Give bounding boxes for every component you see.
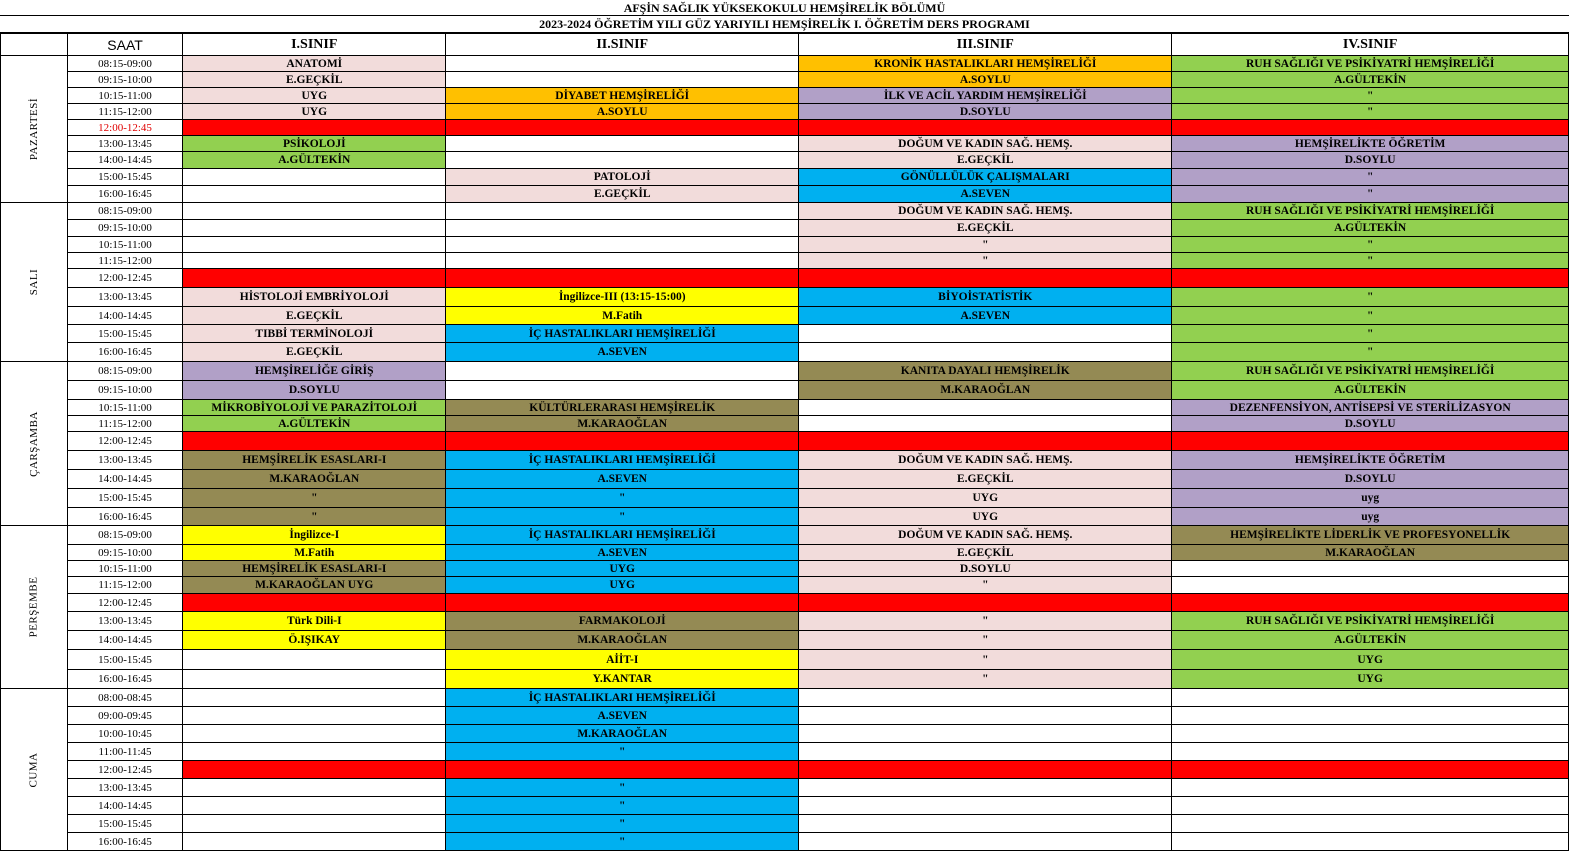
course-cell: ": [446, 743, 799, 761]
time-slot: 08:15-09:00: [67, 526, 183, 545]
time-slot: 16:00-16:45: [67, 343, 183, 362]
schedule-row: [1, 169, 1569, 186]
course-cell: ": [446, 779, 799, 797]
time-slot: 09:00-09:45: [67, 707, 183, 725]
time-slot: 09:15-10:00: [67, 381, 183, 400]
course-cell: HİSTOLOJİ EMBRİYOLOJİ: [183, 288, 446, 307]
time-slot: 12:00-12:45: [67, 269, 183, 288]
course-cell: A.GÜLTEKİN: [183, 152, 446, 169]
course-cell: [1172, 120, 1569, 136]
course-cell: ": [446, 797, 799, 815]
course-cell: UYG: [1172, 650, 1569, 670]
course-cell: [799, 743, 1172, 761]
schedule-row: [1, 815, 1569, 833]
course-cell: [799, 797, 1172, 815]
column-header-class-4: IV.SINIF: [1172, 34, 1569, 56]
schedule-row: [1, 508, 1569, 526]
course-cell: A.SEVEN: [446, 470, 799, 489]
time-slot: 11:15-12:00: [67, 416, 183, 432]
course-cell: ": [1172, 186, 1569, 203]
course-cell: [799, 707, 1172, 725]
schedule-row: [1, 526, 1569, 545]
course-cell: [446, 56, 799, 72]
course-cell: [799, 725, 1172, 743]
course-cell: [446, 381, 799, 400]
course-cell: M.Fatih: [183, 545, 446, 561]
schedule-row: [1, 432, 1569, 451]
schedule-row: [1, 725, 1569, 743]
schedule-table: [0, 33, 1569, 851]
course-cell: ": [1172, 169, 1569, 186]
time-slot: 15:00-15:45: [67, 489, 183, 508]
schedule-row: [1, 470, 1569, 489]
course-cell: E.GEÇKİL: [183, 343, 446, 362]
time-slot: 09:15-10:00: [67, 72, 183, 88]
course-cell: [446, 136, 799, 152]
course-cell: [183, 707, 446, 725]
time-slot: 11:00-11:45: [67, 743, 183, 761]
course-cell: ": [1172, 307, 1569, 325]
schedule-row: [1, 136, 1569, 152]
course-cell: [1172, 269, 1569, 288]
time-slot: 08:15-09:00: [67, 203, 183, 220]
course-cell: UYG: [799, 489, 1172, 508]
schedule-row: [1, 88, 1569, 104]
course-cell: [446, 152, 799, 169]
schedule-body: [1, 56, 1569, 851]
schedule-row: [1, 545, 1569, 561]
course-cell: İngilizce-III (13:15-15:00): [446, 288, 799, 307]
course-cell: [1172, 432, 1569, 451]
schedule-row: [1, 489, 1569, 508]
schedule-row: [1, 186, 1569, 203]
course-cell: İÇ HASTALIKLARI HEMŞİRELİĞİ: [446, 526, 799, 545]
course-cell: M.KARAOĞLAN: [446, 416, 799, 432]
schedule-row: [1, 104, 1569, 120]
course-cell: RUH SAĞLIĞI VE PSİKİYATRİ HEMŞİRELİĞİ: [1172, 612, 1569, 631]
course-cell: DOĞUM VE KADIN SAĞ. HEMŞ.: [799, 526, 1172, 545]
course-cell: [183, 670, 446, 689]
course-cell: HEMŞİRELİKTE LİDERLİK VE PROFESYONELLİK: [1172, 526, 1569, 545]
course-cell: Türk Dili-I: [183, 612, 446, 631]
course-cell: MİKROBİYOLOJİ VE PARAZİTOLOJİ: [183, 400, 446, 416]
course-cell: UYG: [183, 104, 446, 120]
course-cell: E.GEÇKİL: [183, 307, 446, 325]
course-cell: İÇ HASTALIKLARI HEMŞİRELİĞİ: [446, 689, 799, 707]
course-cell: ": [1172, 104, 1569, 120]
course-cell: [799, 343, 1172, 362]
course-cell: [799, 594, 1172, 612]
schedule-row: [1, 56, 1569, 72]
course-cell: [183, 203, 446, 220]
time-slot: 13:00-13:45: [67, 288, 183, 307]
course-cell: İÇ HASTALIKLARI HEMŞİRELİĞİ: [446, 325, 799, 343]
course-cell: [183, 761, 446, 779]
course-cell: D.SOYLU: [1172, 470, 1569, 489]
course-cell: D.SOYLU: [183, 381, 446, 400]
course-cell: KRONİK HASTALIKLARI HEMŞİRELİĞİ: [799, 56, 1172, 72]
time-slot: 10:15-11:00: [67, 237, 183, 253]
course-cell: A.GÜLTEKİN: [1172, 72, 1569, 88]
course-cell: ": [799, 253, 1172, 269]
course-cell: [799, 761, 1172, 779]
schedule-row: [1, 670, 1569, 689]
course-cell: [183, 253, 446, 269]
course-cell: A.GÜLTEKİN: [183, 416, 446, 432]
day-label: [1, 56, 68, 203]
course-cell: ": [183, 508, 446, 526]
day-column-header: [1, 34, 68, 56]
course-cell: M.KARAOĞLAN: [183, 470, 446, 489]
course-cell: RUH SAĞLIĞI VE PSİKİYATRİ HEMŞİRELİĞİ: [1172, 362, 1569, 381]
schedule-row: [1, 650, 1569, 670]
column-header-class-1: I.SINIF: [183, 34, 446, 56]
schedule-row: [1, 689, 1569, 707]
time-slot: 15:00-15:45: [67, 169, 183, 186]
schedule-row: [1, 120, 1569, 136]
course-cell: HEMŞİRELİK ESASLARI-I: [183, 561, 446, 577]
course-cell: [446, 362, 799, 381]
time-slot: 16:00-16:45: [67, 833, 183, 851]
schedule-row: [1, 561, 1569, 577]
course-cell: [1172, 833, 1569, 851]
course-cell: [183, 432, 446, 451]
course-cell: ": [1172, 343, 1569, 362]
course-cell: ": [799, 612, 1172, 631]
course-cell: [183, 833, 446, 851]
column-header-class-2: II.SINIF: [446, 34, 799, 56]
time-slot: 08:00-08:45: [67, 689, 183, 707]
schedule-row: [1, 362, 1569, 381]
time-slot: 12:00-12:45: [67, 594, 183, 612]
course-cell: ": [799, 631, 1172, 650]
course-cell: A.SEVEN: [446, 545, 799, 561]
course-cell: DEZENFENSİYON, ANTİSEPSİ VE STERİLİZASYON: [1172, 400, 1569, 416]
course-cell: ": [799, 650, 1172, 670]
time-slot: 15:00-15:45: [67, 650, 183, 670]
schedule-row: [1, 612, 1569, 631]
course-cell: uyg: [1172, 508, 1569, 526]
course-cell: A.SEVEN: [799, 307, 1172, 325]
schedule-row: [1, 833, 1569, 851]
course-cell: [1172, 594, 1569, 612]
course-cell: [183, 220, 446, 237]
day-label: [1, 689, 68, 851]
course-cell: [183, 269, 446, 288]
course-cell: HEMŞİRELİK ESASLARI-I: [183, 451, 446, 470]
time-slot: 14:00-14:45: [67, 307, 183, 325]
course-cell: [183, 186, 446, 203]
course-cell: [1172, 561, 1569, 577]
course-cell: RUH SAĞLIĞI VE PSİKİYATRİ HEMŞİRELİĞİ: [1172, 203, 1569, 220]
course-cell: [183, 815, 446, 833]
schedule-row: [1, 707, 1569, 725]
course-cell: [799, 432, 1172, 451]
time-slot: 13:00-13:45: [67, 451, 183, 470]
day-label-text: SALI: [27, 268, 40, 296]
course-cell: [446, 253, 799, 269]
course-cell: [183, 689, 446, 707]
schedule-row: [1, 325, 1569, 343]
course-cell: HEMŞİRELİKTE ÖĞRETİM: [1172, 451, 1569, 470]
schedule-row: [1, 761, 1569, 779]
page-subtitle: 2023-2024 ÖĞRETİM YILI GÜZ YARIYILI HEMŞİRELİK I. ÖĞRETİM DERS PROGRAMI: [0, 16, 1569, 33]
course-cell: [1172, 815, 1569, 833]
course-cell: UYG: [446, 577, 799, 594]
course-cell: [799, 120, 1172, 136]
course-cell: [183, 169, 446, 186]
time-slot: 10:00-10:45: [67, 725, 183, 743]
course-cell: A.GÜLTEKİN: [1172, 220, 1569, 237]
schedule-row: [1, 307, 1569, 325]
schedule-row: [1, 381, 1569, 400]
course-cell: M.KARAOĞLAN UYG: [183, 577, 446, 594]
course-cell: E.GEÇKİL: [183, 72, 446, 88]
course-cell: [799, 833, 1172, 851]
time-slot: 14:00-14:45: [67, 152, 183, 169]
course-cell: [1172, 779, 1569, 797]
course-cell: UYG: [183, 88, 446, 104]
course-cell: HEMŞİRELİĞE GİRİŞ: [183, 362, 446, 381]
time-slot: 11:15-12:00: [67, 104, 183, 120]
course-cell: PSİKOLOJİ: [183, 136, 446, 152]
schedule-row: [1, 343, 1569, 362]
course-cell: M.KARAOĞLAN: [1172, 545, 1569, 561]
course-cell: [799, 779, 1172, 797]
course-cell: ANATOMİ: [183, 56, 446, 72]
time-slot: 09:15-10:00: [67, 220, 183, 237]
course-cell: UYG: [799, 508, 1172, 526]
course-cell: [446, 72, 799, 88]
course-cell: E.GEÇKİL: [799, 470, 1172, 489]
time-slot: 16:00-16:45: [67, 508, 183, 526]
time-slot: 12:00-12:45: [67, 761, 183, 779]
course-cell: [446, 761, 799, 779]
day-label: [1, 526, 68, 689]
course-cell: ": [1172, 325, 1569, 343]
course-cell: [183, 743, 446, 761]
course-cell: [183, 237, 446, 253]
course-cell: [183, 725, 446, 743]
course-cell: [446, 203, 799, 220]
course-cell: M.KARAOĞLAN: [446, 631, 799, 650]
schedule-row: [1, 594, 1569, 612]
time-slot: 15:00-15:45: [67, 815, 183, 833]
schedule-row: [1, 577, 1569, 594]
course-cell: [183, 797, 446, 815]
course-cell: İLK VE ACİL YARDIM HEMŞİRELİĞİ: [799, 88, 1172, 104]
course-cell: E.GEÇKİL: [799, 220, 1172, 237]
time-slot: 13:00-13:45: [67, 612, 183, 631]
time-slot: 15:00-15:45: [67, 325, 183, 343]
course-cell: E.GEÇKİL: [799, 152, 1172, 169]
course-cell: [446, 269, 799, 288]
course-cell: D.SOYLU: [1172, 152, 1569, 169]
course-cell: UYG: [1172, 670, 1569, 689]
course-cell: [1172, 707, 1569, 725]
page-title: AFŞİN SAĞLIK YÜKSEKOKULU HEMŞİRELİK BÖLÜMÜ: [0, 0, 1569, 16]
course-cell: [446, 594, 799, 612]
course-cell: ": [446, 508, 799, 526]
course-cell: A.SEVEN: [446, 343, 799, 362]
time-slot: 14:00-14:45: [67, 797, 183, 815]
header-row: [1, 34, 1569, 56]
day-label-text: CUMA: [27, 751, 40, 788]
schedule-row: [1, 152, 1569, 169]
course-cell: M.KARAOĞLAN: [799, 381, 1172, 400]
course-cell: AİİT-I: [446, 650, 799, 670]
course-cell: A.GÜLTEKİN: [1172, 381, 1569, 400]
time-slot: 10:15-11:00: [67, 400, 183, 416]
course-cell: uyg: [1172, 489, 1569, 508]
course-cell: [1172, 761, 1569, 779]
time-slot: 13:00-13:45: [67, 136, 183, 152]
day-label-text: PERŞEMBE: [27, 576, 40, 638]
course-cell: [183, 120, 446, 136]
course-cell: A.SEVEN: [446, 707, 799, 725]
schedule-row: [1, 72, 1569, 88]
schedule-row: [1, 253, 1569, 269]
course-cell: KÜLTÜRLERARASI HEMŞİRELİK: [446, 400, 799, 416]
course-cell: [446, 120, 799, 136]
column-header-saat: SAAT: [67, 34, 183, 56]
schedule-row: [1, 288, 1569, 307]
schedule-row: [1, 743, 1569, 761]
time-slot: 08:15-09:00: [67, 362, 183, 381]
time-slot: 12:00-12:45: [67, 432, 183, 451]
time-slot: 10:15-11:00: [67, 561, 183, 577]
course-cell: M.Fatih: [446, 307, 799, 325]
course-cell: [446, 237, 799, 253]
course-cell: [183, 594, 446, 612]
time-slot: 10:15-11:00: [67, 88, 183, 104]
time-slot: 13:00-13:45: [67, 779, 183, 797]
schedule-row: [1, 400, 1569, 416]
time-slot: 16:00-16:45: [67, 186, 183, 203]
course-cell: UYG: [446, 561, 799, 577]
course-cell: M.KARAOĞLAN: [446, 725, 799, 743]
course-cell: BİYOİSTATİSTİK: [799, 288, 1172, 307]
day-label: [1, 362, 68, 526]
course-cell: KANITA DAYALI HEMŞİRELİK: [799, 362, 1172, 381]
course-cell: A.SOYLU: [799, 72, 1172, 88]
course-cell: ": [183, 489, 446, 508]
course-cell: İÇ HASTALIKLARI HEMŞİRELİĞİ: [446, 451, 799, 470]
course-cell: E.GEÇKİL: [446, 186, 799, 203]
course-cell: İngilizce-I: [183, 526, 446, 545]
course-cell: GÖNÜLLÜLÜK ÇALIŞMALARI: [799, 169, 1172, 186]
course-cell: ": [446, 833, 799, 851]
schedule-row: [1, 631, 1569, 650]
course-cell: PATOLOJİ: [446, 169, 799, 186]
course-cell: E.GEÇKİL: [799, 545, 1172, 561]
course-cell: D.SOYLU: [799, 104, 1172, 120]
course-cell: ": [446, 489, 799, 508]
day-label: [1, 203, 68, 362]
course-cell: [799, 400, 1172, 416]
course-cell: [799, 269, 1172, 288]
course-cell: ": [1172, 288, 1569, 307]
course-cell: ": [1172, 88, 1569, 104]
course-cell: [1172, 797, 1569, 815]
column-header-class-3: III.SINIF: [799, 34, 1172, 56]
course-cell: DİYABET HEMŞİRELİĞİ: [446, 88, 799, 104]
course-cell: [799, 325, 1172, 343]
course-cell: ": [799, 670, 1172, 689]
schedule-row: [1, 451, 1569, 470]
course-cell: D.SOYLU: [1172, 416, 1569, 432]
course-cell: ": [799, 237, 1172, 253]
course-cell: DOĞUM VE KADIN SAĞ. HEMŞ.: [799, 203, 1172, 220]
time-slot: 08:15-09:00: [67, 56, 183, 72]
course-cell: RUH SAĞLIĞI VE PSİKİYATRİ HEMŞİRELİĞİ: [1172, 56, 1569, 72]
schedule-row: [1, 220, 1569, 237]
course-cell: DOĞUM VE KADIN SAĞ. HEMŞ.: [799, 136, 1172, 152]
day-label-text: PAZARTESİ: [27, 97, 40, 161]
time-slot: 14:00-14:45: [67, 631, 183, 650]
course-cell: [1172, 743, 1569, 761]
course-cell: [183, 650, 446, 670]
course-cell: HEMŞİRELİKTE ÖĞRETİM: [1172, 136, 1569, 152]
schedule-row: [1, 203, 1569, 220]
time-slot: 11:15-12:00: [67, 577, 183, 594]
course-cell: [799, 416, 1172, 432]
schedule-row: [1, 269, 1569, 288]
course-cell: ": [1172, 253, 1569, 269]
course-cell: [183, 779, 446, 797]
course-cell: Ö.IŞIKAY: [183, 631, 446, 650]
course-cell: Y.KANTAR: [446, 670, 799, 689]
time-slot: 12:00-12:45: [67, 120, 183, 136]
course-cell: [1172, 725, 1569, 743]
course-cell: [446, 220, 799, 237]
course-cell: DOĞUM VE KADIN SAĞ. HEMŞ.: [799, 451, 1172, 470]
course-cell: [446, 432, 799, 451]
course-cell: ": [799, 577, 1172, 594]
schedule-row: [1, 779, 1569, 797]
course-cell: [1172, 577, 1569, 594]
time-slot: 09:15-10:00: [67, 545, 183, 561]
course-cell: [799, 689, 1172, 707]
course-cell: TIBBİ TERMİNOLOJİ: [183, 325, 446, 343]
course-cell: [799, 815, 1172, 833]
course-cell: ": [1172, 237, 1569, 253]
time-slot: 16:00-16:45: [67, 670, 183, 689]
day-label-text: ÇARŞAMBA: [27, 410, 40, 477]
course-cell: A.GÜLTEKİN: [1172, 631, 1569, 650]
schedule-row: [1, 416, 1569, 432]
course-cell: D.SOYLU: [799, 561, 1172, 577]
course-cell: A.SEVEN: [799, 186, 1172, 203]
time-slot: 11:15-12:00: [67, 253, 183, 269]
course-cell: A.SOYLU: [446, 104, 799, 120]
schedule-row: [1, 237, 1569, 253]
course-cell: ": [446, 815, 799, 833]
schedule-row: [1, 797, 1569, 815]
time-slot: 14:00-14:45: [67, 470, 183, 489]
course-cell: [1172, 689, 1569, 707]
course-cell: FARMAKOLOJİ: [446, 612, 799, 631]
